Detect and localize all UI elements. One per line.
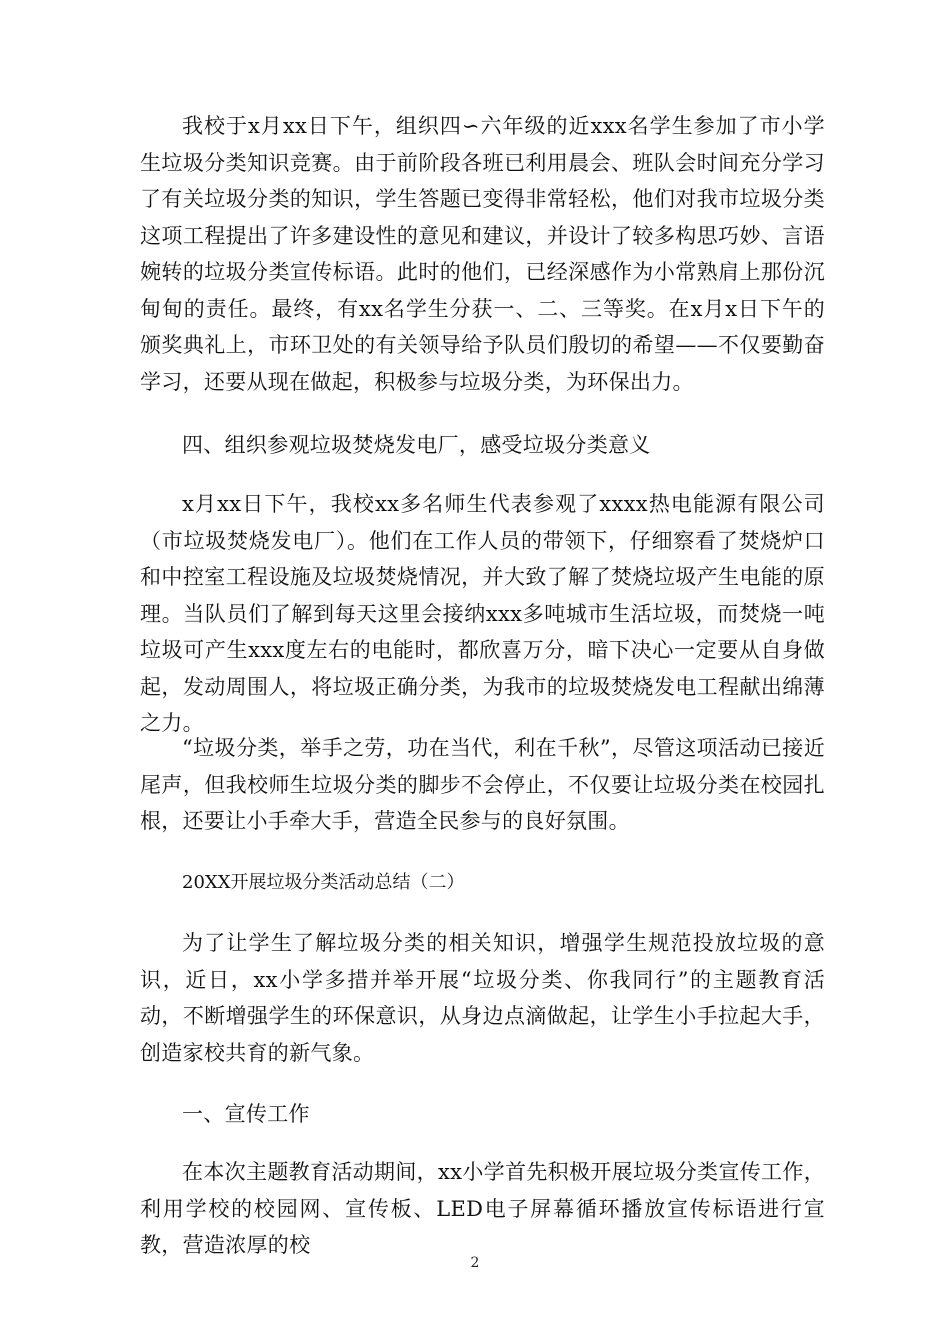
page-number: 2 — [470, 1255, 480, 1271]
paragraph-intro: 为了让学生了解垃圾分类的相关知识，增强学生规范投放垃圾的意识，近日，xx小学多措并举开展“垃圾分类、你我同行”的主题教育活动，不断增强学生的环保意识，从身边点滴做起，让学生小手拉起大手，创造家校共育的新气象。 — [140, 931, 825, 1065]
paragraph-conclusion: “垃圾分类，举手之劳，功在当代，利在千秋”，尽管这项活动已接近尾声，但我校师生垃圾分类的脚步不会停止，不仅要让垃圾分类在校园扎根，还要让小手牵大手，营造全民参与的良好氛围。 — [140, 736, 825, 833]
section-heading-publicity: 一、宣传工作 — [182, 1102, 310, 1126]
section-heading-visit: 四、组织参观垃圾焚烧发电厂，感受垃圾分类意义 — [182, 433, 651, 457]
paragraph-publicity: 在本次主题教育活动期间，xx小学首先积极开展垃圾分类宣传工作，利用学校的校园网、宣传板、LED电子屏幕循环播放宣传标语进行宣教，营造浓厚的校 — [140, 1160, 825, 1257]
document-subtitle: 20XX开展垃圾分类活动总结（二） — [182, 872, 465, 893]
paragraph-visit: x月xx日下午，我校xx多名师生代表参观了xxxx热电能源有限公司（市垃圾焚烧发电厂）。他们在工作人员的带领下，仔细察看了焚烧炉口和中控室工程设施及垃圾焚烧情况，并大致了解了焚烧垃圾产生电能的原理。当队员们了解到每天这里会接纳xxx多吨城市生活垃圾，而焚烧一吨垃圾可产生xxx度左右的电能时，都欣喜万分，暗下决心一定要从自身做起，发动周围人，将垃圾正确分类，为我市的垃圾焚烧发电工程献出绵薄之力。 — [140, 492, 825, 735]
paragraph-competition: 我校于x月xx日下午，组织四∽六年级的近xxx名学生参加了市小学生垃圾分类知识竞赛。由于前阶段各班已利用晨会、班队会时间充分学习了有关垃圾分类的知识，学生答题已变得非常轻松，他们对我市垃圾分类这项工程提出了许多建设性的意见和建议，并设计了较多构思巧妙、言语婉转的垃圾分类宣传标语。此时的他们，已经深感作为小常熟肩上那份沉甸甸的责任。最终，有xx名学生分获一、二、三等奖。在x月x日下午的颁奖典礼上，市环卫处的有关领导给予队员们殷切的希望——不仅要勤奋学习，还要从现在做起，积极参与垃圾分类，为环保出力。 — [140, 114, 825, 394]
